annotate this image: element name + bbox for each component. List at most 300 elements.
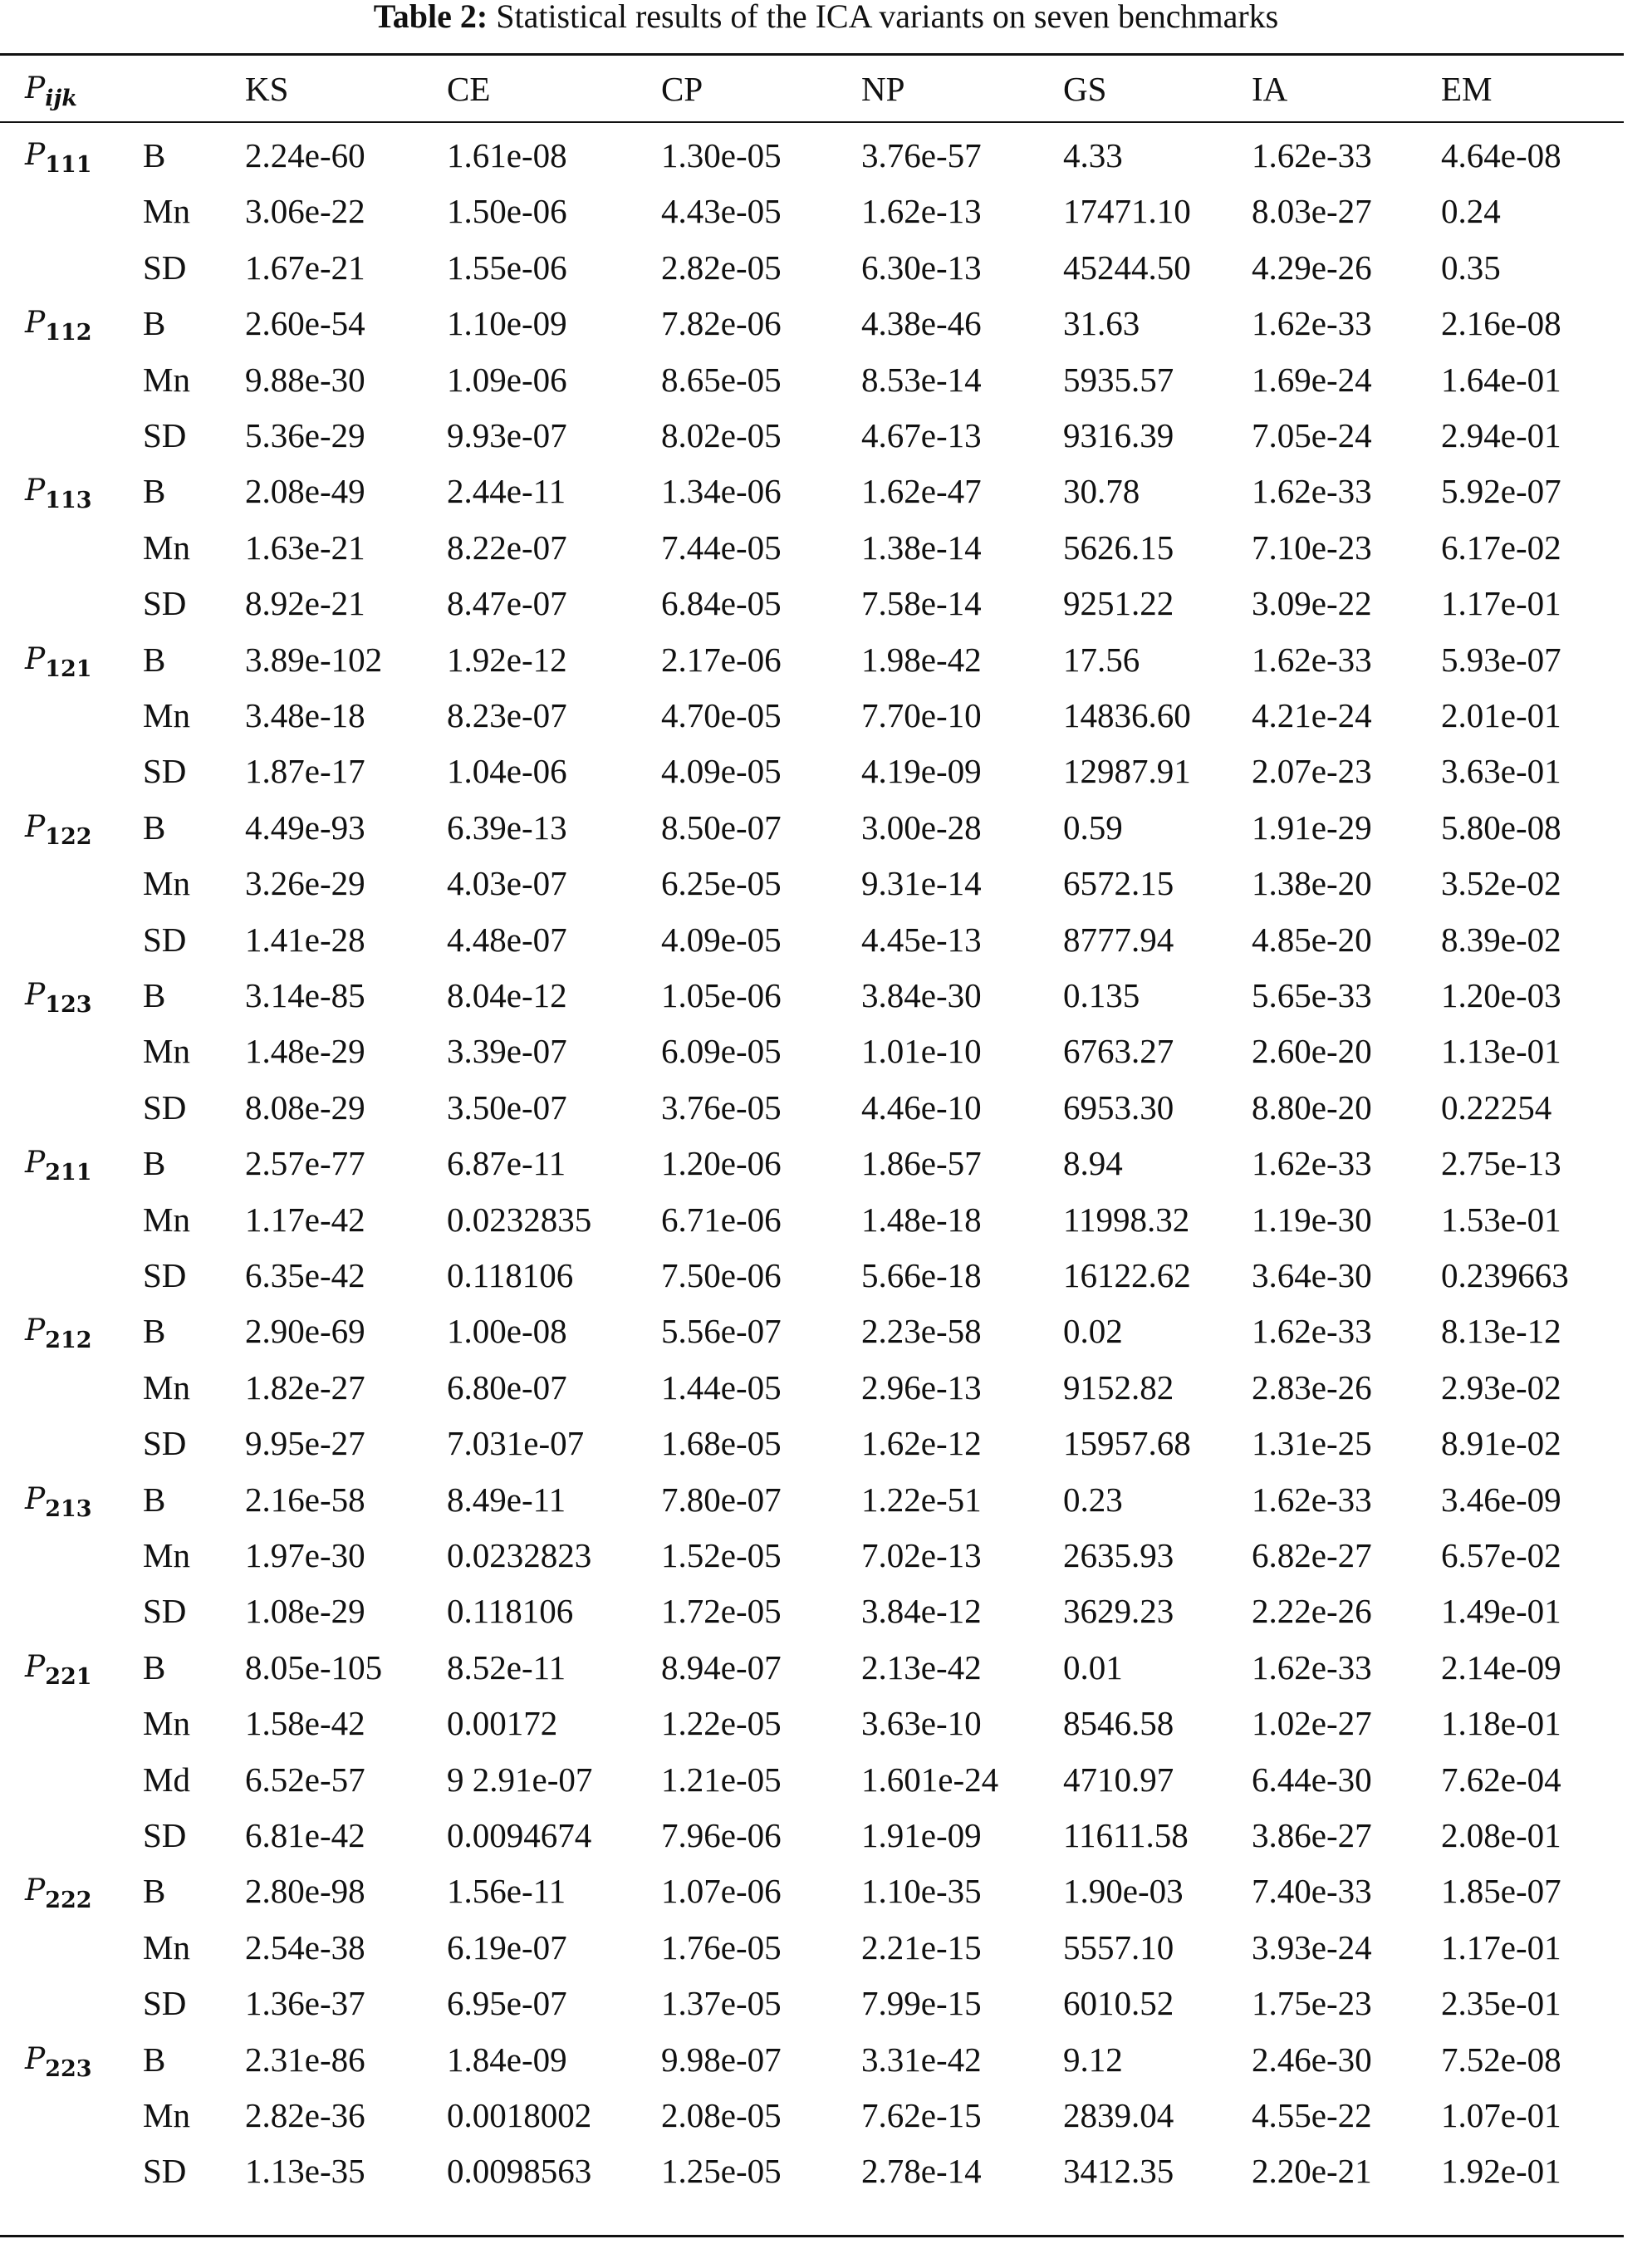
- value-cell: 9251.22: [1063, 584, 1174, 622]
- value-cell: 1.62e-12: [861, 1424, 982, 1462]
- param-subscript: 221: [45, 1664, 92, 1690]
- param-subscript: 123: [45, 992, 92, 1018]
- value-cell: 0.24: [1441, 192, 1501, 230]
- param-symbol: P: [25, 978, 46, 1012]
- value-cell: 9.98e-07: [661, 2040, 782, 2079]
- stat-label: Mn: [143, 528, 190, 567]
- value-cell: 1.86e-57: [861, 1144, 982, 1182]
- value-cell: 4710.97: [1063, 1760, 1174, 1799]
- value-cell: 9316.39: [1063, 416, 1174, 454]
- value-cell: 30.78: [1063, 472, 1140, 510]
- value-cell: 8.05e-105: [245, 1648, 383, 1687]
- value-cell: 6.19e-07: [447, 1928, 567, 1967]
- value-cell: 2.16e-08: [1441, 304, 1561, 342]
- value-cell: 1.09e-06: [447, 361, 567, 399]
- value-cell: 1.36e-37: [245, 1984, 365, 2022]
- value-cell: 7.05e-24: [1252, 416, 1372, 454]
- value-cell: 8.02e-05: [661, 416, 782, 454]
- value-cell: 1.91e-09: [861, 1816, 982, 1854]
- value-cell: 5557.10: [1063, 1928, 1174, 1967]
- value-cell: 1.97e-30: [245, 1536, 365, 1574]
- value-cell: 5.66e-18: [861, 1256, 982, 1294]
- value-cell: 2.24e-60: [245, 136, 365, 174]
- value-cell: 4.45e-13: [861, 921, 982, 959]
- value-cell: 2.54e-38: [245, 1928, 365, 1967]
- stat-label: Mn: [143, 1704, 190, 1742]
- value-cell: 7.96e-06: [661, 1816, 782, 1854]
- value-cell: 1.62e-33: [1252, 1312, 1372, 1350]
- value-cell: 2.17e-06: [661, 641, 782, 679]
- stat-label: Md: [143, 1760, 190, 1799]
- value-cell: 3.63e-01: [1441, 752, 1561, 790]
- param-header-symbol: P: [25, 71, 46, 106]
- table-row: [0, 1250, 1624, 1300]
- value-cell: 1.07e-06: [661, 1872, 782, 1910]
- table-row: [0, 1642, 1624, 1692]
- value-cell: 2.14e-09: [1441, 1648, 1561, 1687]
- stat-label: SD: [143, 1424, 187, 1462]
- value-cell: 2.01e-01: [1441, 696, 1561, 734]
- value-cell: 1.90e-03: [1063, 1872, 1184, 1910]
- value-cell: 2.46e-30: [1252, 2040, 1372, 2079]
- value-cell: 0.35: [1441, 248, 1501, 287]
- value-cell: 2.60e-54: [245, 304, 365, 342]
- value-cell: 7.99e-15: [861, 1984, 982, 2022]
- table-row: [0, 690, 1624, 740]
- value-cell: 8.94e-07: [661, 1648, 782, 1687]
- stat-label: B: [143, 1648, 166, 1687]
- value-cell: 8.94: [1063, 1144, 1123, 1182]
- value-cell: 7.82e-06: [661, 304, 782, 342]
- value-cell: 1.62e-13: [861, 192, 982, 230]
- stat-label: SD: [143, 1592, 187, 1630]
- value-cell: 1.10e-35: [861, 1872, 982, 1910]
- value-cell: 4.64e-08: [1441, 136, 1561, 174]
- param-subscript: 222: [45, 1888, 92, 1913]
- value-cell: 4.46e-10: [861, 1088, 982, 1127]
- stat-label: SD: [143, 1256, 187, 1294]
- value-cell: 4.19e-09: [861, 752, 982, 790]
- value-cell: 1.13e-01: [1441, 1032, 1561, 1070]
- col-header-np: NP: [861, 70, 905, 108]
- value-cell: 1.17e-42: [245, 1201, 365, 1239]
- table-row: [0, 746, 1624, 796]
- param-label: [25, 130, 92, 190]
- value-cell: 0.0018002: [447, 2096, 592, 2134]
- value-cell: 7.62e-04: [1441, 1760, 1561, 1799]
- table-row: [0, 1586, 1624, 1636]
- value-cell: 6.82e-27: [1252, 1536, 1372, 1574]
- value-cell: 3.84e-30: [861, 976, 982, 1014]
- stat-label: SD: [143, 2152, 187, 2190]
- value-cell: 1.17e-01: [1441, 584, 1561, 622]
- value-cell: 0.118106: [447, 1592, 574, 1630]
- value-cell: 2.35e-01: [1441, 1984, 1561, 2022]
- value-cell: 0.01: [1063, 1648, 1123, 1687]
- param-symbol: P: [25, 306, 46, 340]
- table-caption: [0, 0, 1652, 35]
- table-row: [0, 1418, 1624, 1468]
- col-header-ce: CE: [447, 70, 491, 108]
- value-cell: 3.84e-12: [861, 1592, 982, 1630]
- stat-label: Mn: [143, 1928, 190, 1967]
- stat-label: SD: [143, 1984, 187, 2022]
- value-cell: 1.55e-06: [447, 248, 567, 287]
- param-label: [25, 466, 92, 526]
- table-row: [0, 410, 1624, 460]
- value-cell: 3.76e-57: [861, 136, 982, 174]
- value-cell: 2.07e-23: [1252, 752, 1372, 790]
- value-cell: 4.67e-13: [861, 416, 982, 454]
- value-cell: 2.94e-01: [1441, 416, 1561, 454]
- value-cell: 1.20e-03: [1441, 976, 1561, 1014]
- value-cell: 1.67e-21: [245, 248, 365, 287]
- stat-label: B: [143, 1144, 166, 1182]
- value-cell: 3.52e-02: [1441, 864, 1561, 902]
- table-label: Table 2:: [373, 0, 488, 35]
- value-cell: 3.50e-07: [447, 1088, 567, 1127]
- table-row: [0, 1195, 1624, 1245]
- value-cell: 7.50e-06: [661, 1256, 782, 1294]
- value-cell: 3.14e-85: [245, 976, 365, 1014]
- value-cell: 3.39e-07: [447, 1032, 567, 1070]
- param-subscript: 122: [45, 824, 92, 850]
- table-row: [0, 243, 1624, 292]
- value-cell: 1.64e-01: [1441, 361, 1561, 399]
- value-cell: 1.19e-30: [1252, 1201, 1372, 1239]
- table-row: [0, 298, 1624, 348]
- value-cell: 6.84e-05: [661, 584, 782, 622]
- table-row: [0, 915, 1624, 965]
- value-cell: 3.06e-22: [245, 192, 365, 230]
- value-cell: 8.08e-29: [245, 1088, 365, 1127]
- param-subscript: 223: [45, 2056, 92, 2082]
- value-cell: 2.16e-58: [245, 1480, 365, 1519]
- stat-label: SD: [143, 248, 187, 287]
- value-cell: 8.22e-07: [447, 528, 567, 567]
- value-cell: 3.31e-42: [861, 2040, 982, 2079]
- value-cell: 0.118106: [447, 1256, 574, 1294]
- value-cell: 11998.32: [1063, 1201, 1190, 1239]
- value-cell: 1.17e-01: [1441, 1928, 1561, 1967]
- value-cell: 1.72e-05: [661, 1592, 782, 1630]
- param-label: [25, 2035, 92, 2094]
- value-cell: 1.52e-05: [661, 1536, 782, 1574]
- value-cell: 3.00e-28: [861, 808, 982, 847]
- param-label: [25, 1138, 92, 1198]
- value-cell: 4.09e-05: [661, 752, 782, 790]
- value-cell: 9.95e-27: [245, 1424, 365, 1462]
- value-cell: 6.44e-30: [1252, 1760, 1372, 1799]
- stat-label: B: [143, 1480, 166, 1519]
- value-cell: 5626.15: [1063, 528, 1174, 567]
- value-cell: 11611.58: [1063, 1816, 1189, 1854]
- value-cell: 8.39e-02: [1441, 921, 1561, 959]
- table-row: [0, 1530, 1624, 1580]
- value-cell: 3.46e-09: [1441, 1480, 1561, 1519]
- table-row: [0, 186, 1624, 236]
- value-cell: 1.62e-33: [1252, 1144, 1372, 1182]
- param-label: [25, 298, 92, 358]
- value-cell: 14836.60: [1063, 696, 1191, 734]
- value-cell: 5.36e-29: [245, 416, 365, 454]
- param-subscript: 213: [45, 1496, 92, 1522]
- table-row: [0, 858, 1624, 908]
- stat-label: Mn: [143, 864, 190, 902]
- value-cell: 1.31e-25: [1252, 1424, 1372, 1462]
- value-cell: 3.09e-22: [1252, 584, 1372, 622]
- value-cell: 2.78e-14: [861, 2152, 982, 2190]
- value-cell: 8.65e-05: [661, 361, 782, 399]
- value-cell: 4.33: [1063, 136, 1123, 174]
- stat-label: SD: [143, 1816, 187, 1854]
- value-cell: 3.63e-10: [861, 1704, 982, 1742]
- value-cell: 1.87e-17: [245, 752, 365, 790]
- value-cell: 0.239663: [1441, 1256, 1569, 1294]
- stat-label: Mn: [143, 361, 190, 399]
- value-cell: 15957.68: [1063, 1424, 1191, 1462]
- value-cell: 4.49e-93: [245, 808, 365, 847]
- value-cell: 8.03e-27: [1252, 192, 1372, 230]
- value-cell: 4.70e-05: [661, 696, 782, 734]
- value-cell: 9.88e-30: [245, 361, 365, 399]
- value-cell: 5.93e-07: [1441, 641, 1561, 679]
- table-title: Statistical results of the ICA variants on seven benchmarks: [496, 0, 1279, 35]
- value-cell: 6572.15: [1063, 864, 1174, 902]
- value-cell: 1.69e-24: [1252, 361, 1372, 399]
- top-rule: [0, 53, 1624, 56]
- col-header-ia: IA: [1252, 70, 1288, 108]
- value-cell: 6.30e-13: [861, 248, 982, 287]
- value-cell: 1.56e-11: [447, 1872, 566, 1910]
- value-cell: 4.29e-26: [1252, 248, 1372, 287]
- value-cell: 7.62e-15: [861, 2096, 982, 2134]
- stat-label: SD: [143, 416, 187, 454]
- value-cell: 0.135: [1063, 976, 1140, 1014]
- table-row: [0, 1698, 1624, 1748]
- stat-label: Mn: [143, 1032, 190, 1070]
- value-cell: 1.08e-29: [245, 1592, 365, 1630]
- table-row: [0, 578, 1624, 628]
- value-cell: 1.62e-33: [1252, 1648, 1372, 1687]
- value-cell: 1.21e-05: [661, 1760, 782, 1799]
- value-cell: 5.56e-07: [661, 1312, 782, 1350]
- param-label: [25, 803, 92, 862]
- value-cell: 0.23: [1063, 1480, 1123, 1519]
- param-symbol: P: [25, 1873, 46, 1908]
- param-label: [25, 1866, 92, 1926]
- value-cell: 2.82e-36: [245, 2096, 365, 2134]
- table-row: [0, 1475, 1624, 1525]
- table-row: [0, 1083, 1624, 1132]
- value-cell: 0.59: [1063, 808, 1123, 847]
- param-symbol: P: [25, 474, 46, 508]
- param-label: [25, 1306, 92, 1366]
- value-cell: 0.0232835: [447, 1201, 592, 1239]
- value-cell: 2635.93: [1063, 1536, 1174, 1574]
- value-cell: 1.48e-29: [245, 1032, 365, 1070]
- value-cell: 0.0232823: [447, 1536, 592, 1574]
- value-cell: 1.22e-05: [661, 1704, 782, 1742]
- stat-label: B: [143, 976, 166, 1014]
- table-row: [0, 130, 1624, 180]
- value-cell: 5.80e-08: [1441, 808, 1561, 847]
- value-cell: 1.92e-12: [447, 641, 567, 679]
- stat-label: Mn: [143, 696, 190, 734]
- param-symbol: P: [25, 810, 46, 844]
- value-cell: 0.0098563: [447, 2152, 592, 2190]
- value-cell: 1.84e-09: [447, 2040, 567, 2079]
- value-cell: 6.95e-07: [447, 1984, 567, 2022]
- value-cell: 17.56: [1063, 641, 1140, 679]
- param-label: [25, 1642, 92, 1702]
- value-cell: 1.01e-10: [861, 1032, 982, 1070]
- stat-label: B: [143, 304, 166, 342]
- value-cell: 9.12: [1063, 2040, 1123, 2079]
- table-row: [0, 2035, 1624, 2084]
- value-cell: 6.39e-13: [447, 808, 567, 847]
- value-cell: 6.52e-57: [245, 1760, 365, 1799]
- value-cell: 2.31e-86: [245, 2040, 365, 2079]
- value-cell: 2839.04: [1063, 2096, 1174, 2134]
- value-cell: 1.37e-05: [661, 1984, 782, 2022]
- value-cell: 1.91e-29: [1252, 808, 1372, 847]
- value-cell: 1.25e-05: [661, 2152, 782, 2190]
- param-symbol: P: [25, 1650, 46, 1684]
- table-row: [0, 355, 1624, 405]
- value-cell: 7.44e-05: [661, 528, 782, 567]
- value-cell: 1.61e-08: [447, 136, 567, 174]
- param-symbol: P: [25, 1482, 46, 1516]
- value-cell: 0.22254: [1441, 1088, 1552, 1127]
- table-row: [0, 466, 1624, 516]
- param-symbol: P: [25, 1314, 46, 1348]
- table-row: [0, 1978, 1624, 2028]
- value-cell: 7.70e-10: [861, 696, 982, 734]
- value-cell: 1.68e-05: [661, 1424, 782, 1462]
- value-cell: 2.13e-42: [861, 1648, 982, 1687]
- value-cell: 1.53e-01: [1441, 1201, 1561, 1239]
- value-cell: 2.20e-21: [1252, 2152, 1372, 2190]
- value-cell: 1.75e-23: [1252, 1984, 1372, 2022]
- param-symbol: P: [25, 642, 46, 676]
- value-cell: 1.04e-06: [447, 752, 567, 790]
- table-row: [0, 1026, 1624, 1076]
- value-cell: 7.02e-13: [861, 1536, 982, 1574]
- value-cell: 1.00e-08: [447, 1312, 567, 1350]
- value-cell: 1.49e-01: [1441, 1592, 1561, 1630]
- value-cell: 3412.35: [1063, 2152, 1174, 2190]
- stat-label: B: [143, 1312, 166, 1350]
- value-cell: 7.031e-07: [447, 1424, 585, 1462]
- value-cell: 2.08e-01: [1441, 1816, 1561, 1854]
- value-cell: 6.57e-02: [1441, 1536, 1561, 1574]
- param-subscript: 212: [45, 1328, 92, 1353]
- stat-label: B: [143, 641, 166, 679]
- value-cell: 1.50e-06: [447, 192, 567, 230]
- value-cell: 6.71e-06: [661, 1201, 782, 1239]
- value-cell: 8777.94: [1063, 921, 1174, 959]
- value-cell: 6.17e-02: [1441, 528, 1561, 567]
- value-cell: 9.31e-14: [861, 864, 982, 902]
- value-cell: 12987.91: [1063, 752, 1191, 790]
- col-header-gs: GS: [1063, 70, 1107, 108]
- value-cell: 2.21e-15: [861, 1928, 982, 1967]
- value-cell: 1.02e-27: [1252, 1704, 1372, 1742]
- value-cell: 4.55e-22: [1252, 2096, 1372, 2134]
- value-cell: 2.83e-26: [1252, 1368, 1372, 1407]
- value-cell: 17471.10: [1063, 192, 1191, 230]
- value-cell: 45244.50: [1063, 248, 1191, 287]
- value-cell: 2.22e-26: [1252, 1592, 1372, 1630]
- stat-label: Mn: [143, 1201, 190, 1239]
- value-cell: 0.02: [1063, 1312, 1123, 1350]
- param-subscript: 211: [45, 1160, 92, 1186]
- value-cell: 1.20e-06: [661, 1144, 782, 1182]
- value-cell: 2.93e-02: [1441, 1368, 1561, 1407]
- value-cell: 1.13e-35: [245, 2152, 365, 2190]
- value-cell: 3.89e-102: [245, 641, 383, 679]
- value-cell: 1.62e-33: [1252, 1480, 1372, 1519]
- value-cell: 6.87e-11: [447, 1144, 566, 1182]
- value-cell: 6.35e-42: [245, 1256, 365, 1294]
- value-cell: 9 2.91e-07: [447, 1760, 593, 1799]
- value-cell: 8.92e-21: [245, 584, 365, 622]
- table-row: [0, 1138, 1624, 1188]
- value-cell: 5.92e-07: [1441, 472, 1561, 510]
- value-cell: 3.26e-29: [245, 864, 365, 902]
- value-cell: 4.03e-07: [447, 864, 567, 902]
- value-cell: 1.41e-28: [245, 921, 365, 959]
- stat-label: Mn: [143, 1368, 190, 1407]
- value-cell: 8546.58: [1063, 1704, 1174, 1742]
- value-cell: 6.81e-42: [245, 1816, 365, 1854]
- stat-label: Mn: [143, 192, 190, 230]
- value-cell: 2.08e-05: [661, 2096, 782, 2134]
- stat-label: SD: [143, 752, 187, 790]
- value-cell: 1.05e-06: [661, 976, 782, 1014]
- value-cell: 8.49e-11: [447, 1480, 566, 1519]
- value-cell: 1.62e-33: [1252, 641, 1372, 679]
- value-cell: 1.62e-47: [861, 472, 982, 510]
- stat-label: SD: [143, 584, 187, 622]
- table-row: [0, 803, 1624, 852]
- value-cell: 4.21e-24: [1252, 696, 1372, 734]
- value-cell: 1.85e-07: [1441, 1872, 1561, 1910]
- value-cell: 4.09e-05: [661, 921, 782, 959]
- value-cell: 1.34e-06: [661, 472, 782, 510]
- value-cell: 7.10e-23: [1252, 528, 1372, 567]
- value-cell: 4.38e-46: [861, 304, 982, 342]
- value-cell: 1.38e-20: [1252, 864, 1372, 902]
- value-cell: 8.52e-11: [447, 1648, 566, 1687]
- value-cell: 2.60e-20: [1252, 1032, 1372, 1070]
- value-cell: 1.10e-09: [447, 304, 567, 342]
- param-label: [25, 1475, 92, 1534]
- value-cell: 16122.62: [1063, 1256, 1191, 1294]
- table-row: [0, 2090, 1624, 2140]
- value-cell: 6.80e-07: [447, 1368, 567, 1407]
- value-cell: 8.50e-07: [661, 808, 782, 847]
- value-cell: 1.18e-01: [1441, 1704, 1561, 1742]
- value-cell: 7.58e-14: [861, 584, 982, 622]
- value-cell: 1.30e-05: [661, 136, 782, 174]
- value-cell: 1.76e-05: [661, 1928, 782, 1967]
- table-row: [0, 1306, 1624, 1356]
- table-row: [0, 1363, 1624, 1412]
- value-cell: 1.63e-21: [245, 528, 365, 567]
- value-cell: 4.85e-20: [1252, 921, 1372, 959]
